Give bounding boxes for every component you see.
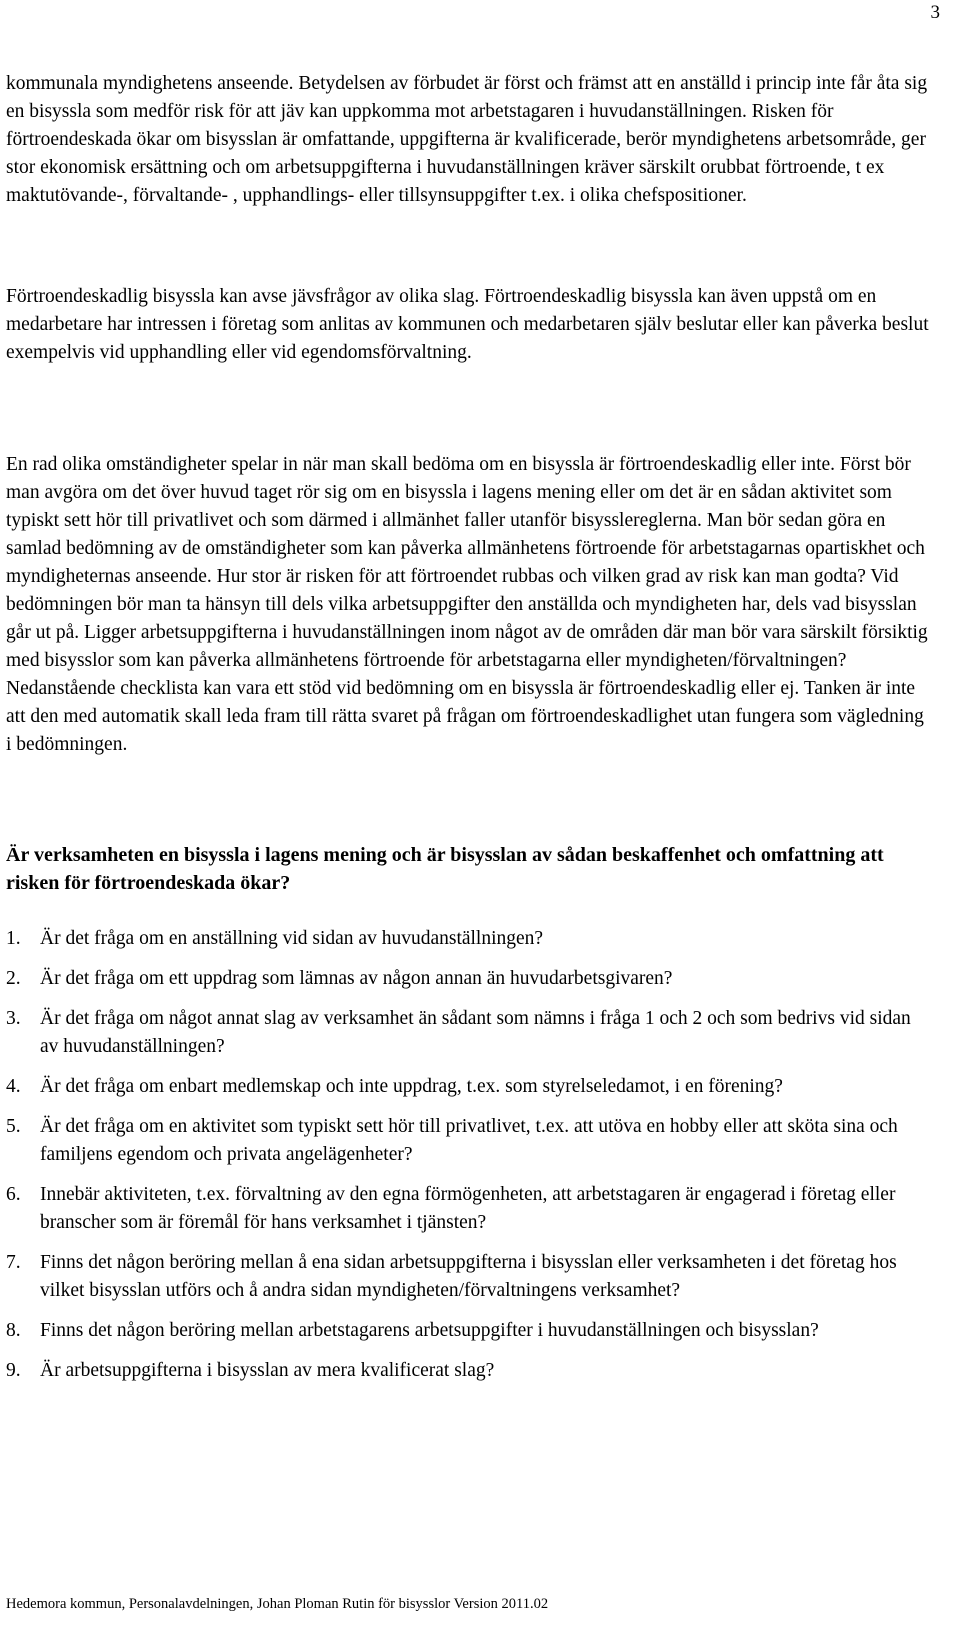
page-footer: Hedemora kommun, Personalavdelningen, Johan Ploman Rutin för bisysslor Version 2011.02 bbox=[6, 1596, 549, 1612]
question-number: 6. bbox=[6, 1184, 21, 1205]
list-item bbox=[6, 1317, 931, 1345]
question-number: 5. bbox=[6, 1116, 21, 1137]
question-text: Innebär aktiviteten, t.ex. förvaltning av den egna förmögenheten, att arbetstagaren är engagerad i företag eller branscher som är föremål för hans verksamhet i tjänsten? bbox=[40, 1184, 896, 1233]
checklist-heading: Är verksamheten en bisyssla i lagens mening och är bisysslan av sådan beskaffenhet och omfattning att risken för förtroendeskada ökar? bbox=[6, 844, 884, 894]
list-item bbox=[6, 1005, 931, 1061]
question-number: 4. bbox=[6, 1076, 21, 1097]
question-number: 8. bbox=[6, 1320, 21, 1341]
question-number: 3. bbox=[6, 1008, 21, 1029]
paragraph-jav: Förtroendeskadlig bisyssla kan avse jävsfrågor av olika slag. Förtroendeskadlig bisyssla kan även uppstå om en medarbetare har intressen i företag som anlitas av kommunen och medarbetaren själv beslutar eller kan påverka beslut exempelvis vid upphandling eller vid egendomsförvaltning. bbox=[6, 286, 929, 363]
question-number: 1. bbox=[6, 928, 21, 949]
question-text: Finns det någon beröring mellan å ena sidan arbetsuppgifterna i bisysslan eller verksamheten i det företag hos vilket bisysslan utförs och å andra sidan myndigheten/förvaltningens verksamhet? bbox=[40, 1252, 897, 1301]
paragraph-assessment: En rad olika omständigheter spelar in när man skall bedöma om en bisyssla är förtroendeskadlig eller inte. Först bör man avgöra om det över huvud taget rör sig om en bisyssla i lagens mening eller om det är en sådan aktivitet som typiskt sett hör till privatlivet och som därmed i allmänhet faller utanför bisysslereglerna. Man bör sedan göra en samlad bedömning av de omständigheter som kan påverka allmänhetens förtroende för arbetstagarnas opartiskhet och myndigheternas anseende. Hur stor är risken för att förtroendet rubbas och vilken grad av risk kan man godta? Vid bedömningen bör man ta hänsyn till dels vilka arbetsuppgifter den anställda och myndigheten har, dels vad bisysslan går ut på. Ligger arbetsuppgifterna i huvudanställningen inom något av de områden där man bör vara särskilt försiktig med bisysslor som kan påverka allmänhetens förtroende för arbetstagarna eller myndigheten/förvaltningen? Nedanstående checklista kan vara ett stöd vid bedömning om en bisyssla är förtroendeskadlig eller ej. Tanken är inte att den med automatik skall leda fram till rätta svaret på frågan om förtroendeskadlighet utan fungera som vägledning i bedömningen. bbox=[6, 454, 928, 755]
list-item bbox=[6, 1249, 931, 1305]
page-number: 3 bbox=[930, 2, 940, 23]
paragraph-intro: kommunala myndighetens anseende. Betydelsen av förbudet är först och främst att en anställd i princip inte får åta sig en bisyssla som medför risk för att jäv kan uppkomma mot arbetstagaren i huvudanställningen. Risken för förtroendeskada ökar om bisysslan är omfattande, uppgifterna är kvalificerade, berör myndighetens arbetsområde, ger stor ekonomisk ersättning och om arbetsuppgifterna i huvudanställningen kräver särskilt orubbat förtroende, t ex maktutövande-, förvaltande- , upphandlings- eller tillsynsuppgifter t.ex. i olika chefspositioner. bbox=[6, 73, 928, 206]
question-text: Är det fråga om enbart medlemskap och inte uppdrag, t.ex. som styrelseledamot, i en förening? bbox=[40, 1076, 783, 1097]
question-number: 9. bbox=[6, 1360, 21, 1381]
list-item bbox=[6, 1113, 931, 1169]
question-text: Är det fråga om en anställning vid sidan av huvudanställningen? bbox=[40, 928, 544, 949]
list-item bbox=[6, 965, 931, 993]
checklist bbox=[6, 925, 931, 1397]
list-item bbox=[6, 1357, 931, 1385]
question-text: Finns det någon beröring mellan arbetstagarens arbetsuppgifter i huvudanställningen och bisysslan? bbox=[40, 1320, 819, 1341]
question-text: Är det fråga om något annat slag av verksamhet än sådant som nämns i fråga 1 och 2 och som bedrivs vid sidan av huvudanställningen? bbox=[40, 1008, 911, 1057]
list-item bbox=[6, 925, 931, 953]
question-text: Är det fråga om ett uppdrag som lämnas av någon annan än huvudarbetsgivaren? bbox=[40, 968, 673, 989]
list-item bbox=[6, 1073, 931, 1101]
list-item bbox=[6, 1181, 931, 1237]
question-number: 2. bbox=[6, 968, 21, 989]
question-text: Är det fråga om en aktivitet som typiskt sett hör till privatlivet, t.ex. att utöva en hobby eller att sköta sina och familjens egendom och privata angelägenheter? bbox=[40, 1116, 898, 1165]
question-number: 7. bbox=[6, 1252, 21, 1273]
question-text: Är arbetsuppgifterna i bisysslan av mera kvalificerat slag? bbox=[40, 1360, 495, 1381]
